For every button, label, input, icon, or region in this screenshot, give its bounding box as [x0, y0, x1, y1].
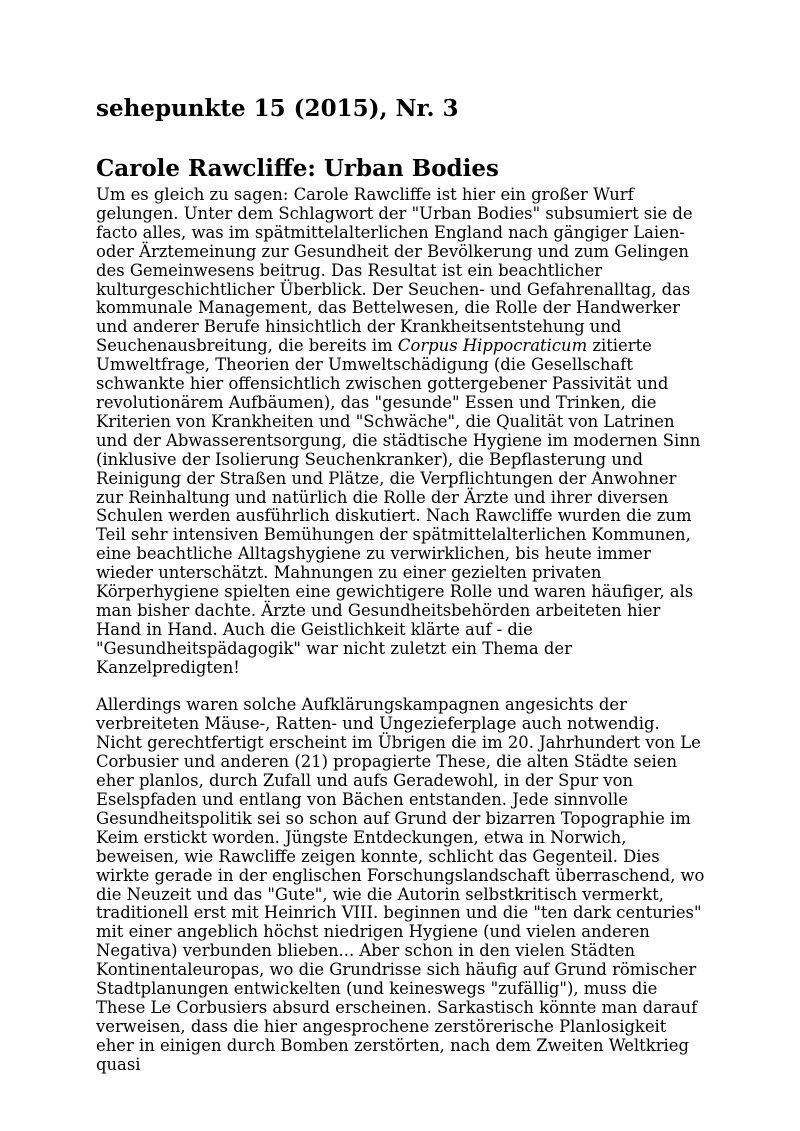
article-title: Carole Rawcliffe: Urban Bodies — [96, 155, 499, 182]
paragraph-1-text-end: zitierte Umweltfrage, Theorien der Umweltschädigung (die Gesellschaft schwankte hier offensichtlich zwischen gottergebener Passivität und revolutionärem Aufbäumen), das "gesunde" Essen und Trinken, die Kriterien von Krankheiten und "Schwäche", die Qualität von Latrinen und der Abwasserentsorgung, die städtische Hygiene im modernen Sinn (inklusive der Isolierung Seuchenkranker), die Bepflasterung und Reinigung der Straßen und Plätze, die Verpflichtungen der Anwohner zur Reinhaltung und natürlich die Rolle der Ärzte und ihrer diversen Schulen werden ausführlich diskutiert. Nach Rawcliffe wurden die zum Teil sehr intensiven Bemühungen der spätmittelalterlichen Kommunen, eine beachtliche Alltagshygiene zu verwirklichen, bis heute immer wieder unterschätzt. Mahnungen zu einer gezielten privaten Körperhygiene spielten eine gewichtigere Rolle und waren häufiger, als man bisher dachte. Ärzte und Gesundheitsbehörden arbeiteten hier Hand in Hand. Auch die Geistlichkeit klärte auf - die "Gesundheitspädagogik" war nicht zuletzt ein Thema der Kanzelpredigten! — [96, 336, 701, 677]
body-paragraph-2: Allerdings waren solche Aufklärungskampagnen angesichts der verbreiteten Mäuse-, Ratten- und Ungezieferplage auch notwendig. Nicht gerechtfertigt erscheint im Übrigen die im 20. Jahrhundert von Le Corbusier und anderen (21) propagierte These, die alten Städte seien eher planlos, durch Zufall und aufs Geradewohl, in der Spur von Eselspfaden und entlang von Bächen entstanden. Jede sinnvolle Gesundheitspolitik sei so schon auf Grund der bizarren Topographie im Keim erstickt worden. Jüngste Entdeckungen, etwa in Norwich, beweisen, wie Rawcliffe zeigen konnte, schlicht das Gegenteil. Dies wirkte gerade in der englischen Forschungslandschaft überraschend, wo die Neuzeit und das "Gute", wie die Autorin selbstkritisch vermerkt, traditionell erst mit Heinrich VIII. beginnen und die "ten dark centuries" mit einer angeblich höchst niedrigen Hygiene (und vielen anderen Negativa) verbunden blieben... Aber schon in den vielen Städten Kontinentaleuropas, wo die Grundrisse sich häufig auf Grund römischer Stadtplanungen entwickelten (und keineswegs "zufällig"), muss die These Le Corbusiers absurd erscheinen. Sarkastisch könnte man darauf verweisen, dass die hier angesprochene zerstörerische Planlosigkeit eher in einigen durch Bomben zerstörten, nach dem Zweiten Weltkrieg quasi — [96, 695, 705, 1074]
body-paragraph-1 — [96, 186, 708, 678]
document-page — [96, 92, 708, 1075]
italic-work-title: Corpus Hippocraticum — [397, 336, 588, 356]
journal-issue-heading: sehepunkte 15 (2015), Nr. 3 — [96, 95, 459, 122]
paragraph-1-text-start: Um es gleich zu sagen: Carole Rawcliffe ist hier ein großer Wurf gelungen. Unter dem Schlagwort der "Urban Bodies" subsumiert sie de facto alles, was im spätmittelalterlichen England nach gängiger Laien- oder Ärztemeinung zur Gesundheit der Bevölkerung und zum Gelingen des Gemeinwesens beitrug. Das Resultat ist ein beachtlicher kulturgeschichtlicher Überblick. Der Seuchen- und Gefahrenalltag, das kommunale Management, das Bettelwesen, die Rolle der Handwerker und anderer Berufe hinsichtlich der Krankheitsentstehung und Seuchenausbreitung, die bereits im — [96, 185, 693, 356]
